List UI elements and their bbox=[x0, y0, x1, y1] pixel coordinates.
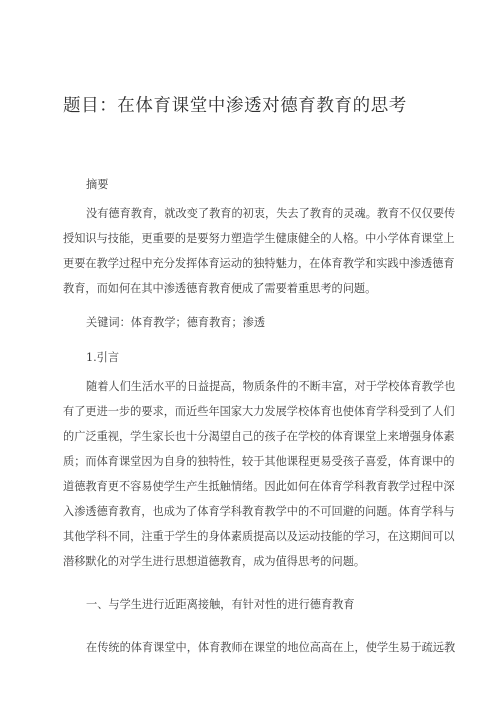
abstract-line: 更要在教学过程中充分发挥体育运动的独特魅力，在体育教学和实践中渗透德育 bbox=[63, 257, 455, 270]
abstract-line: 没有德育教育，就改变了教育的初衷，失去了教育的灵魂。教育不仅仅要传 bbox=[86, 207, 456, 220]
intro-line: 有了更进一步的要求，而近些年国家大力发展学校体育也使体育学科受到了人们 bbox=[63, 405, 455, 418]
intro-line: 其他学科不同，注重于学生的身体素质提高以及运动技能的学习，在这期间可以 bbox=[63, 530, 455, 543]
intro-line: 潜移默化的对学生进行思想道德教育，成为值得思考的问题。 bbox=[63, 555, 366, 568]
section-heading-introduction: 1.引言 bbox=[86, 351, 120, 364]
section2-line: 在传统的体育课堂中，体育教师在课堂的地位高高在上，使学生易于疏远教 bbox=[86, 641, 456, 654]
document-title: 题目：在体育课堂中渗透对德育教育的思考 bbox=[63, 96, 407, 116]
section-heading-2: 一、与学生进行近距离接触，有针对性的进行德育教育 bbox=[86, 598, 355, 611]
intro-line: 入渗透德育教育，也成为了体育学科教育教学中的不可回避的问题。体育学科与 bbox=[63, 505, 455, 518]
intro-line: 的广泛重视，学生家长也十分渴望自己的孩子在学校的体育课堂上来增强身体素 bbox=[63, 430, 455, 443]
keywords: 关键词：体育教学；德育教育；渗透 bbox=[86, 316, 266, 329]
abstract-line: 教育，而如何在其中渗透德育教育便成了需要着重思考的问题。 bbox=[63, 282, 377, 295]
intro-line: 道德教育更不容易使学生产生抵触情绪。因此如何在体育学科教育教学过程中深 bbox=[63, 480, 455, 493]
intro-line: 随着人们生活水平的日益提高，物质条件的不断丰富，对于学校体育教学也 bbox=[86, 380, 456, 393]
intro-line: 质；而体育课堂因为自身的独特性，较于其他课程更易受孩子喜爱，体育课中的 bbox=[63, 455, 455, 468]
abstract-line: 授知识与技能，更重要的是要努力塑造学生健康健全的人格。中小学体育课堂上 bbox=[63, 232, 455, 245]
abstract-heading: 摘要 bbox=[86, 178, 109, 191]
